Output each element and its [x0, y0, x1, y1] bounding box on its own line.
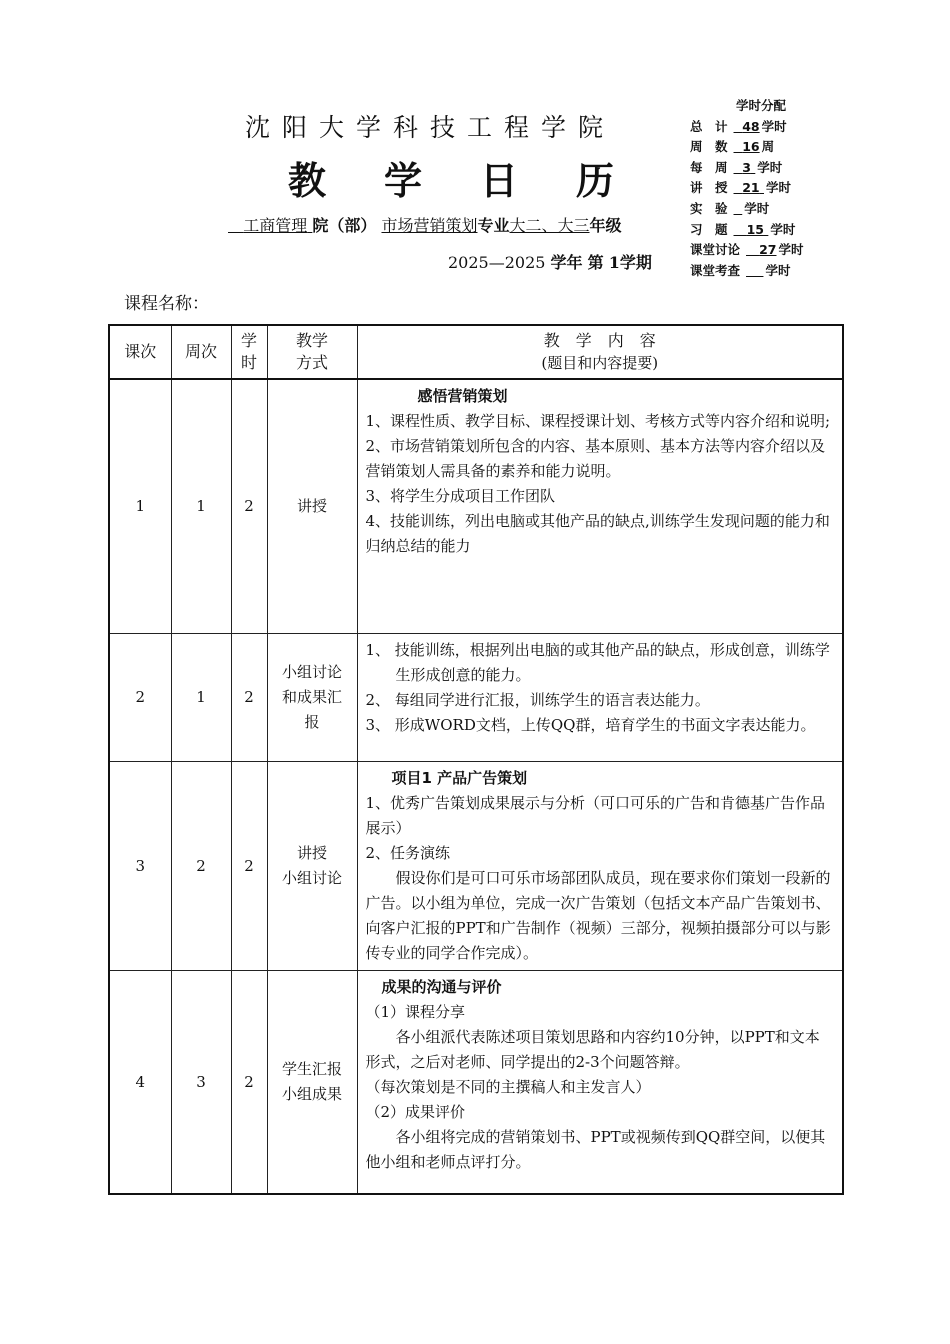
- header-content: 教 学 内 容 (题目和内容提要): [357, 325, 843, 379]
- content-item: 3、将学生分成项目工作团队: [365, 487, 556, 505]
- content-item: 各小组派代表陈述项目策划思路和内容约10分钟，以PPT和文本形式，之后对老师、同学提出的2-3个问题答辩。: [365, 1027, 820, 1071]
- content-item: （1）课程分享: [365, 1002, 466, 1021]
- term-value: 1: [608, 253, 620, 272]
- major-label: 专业: [477, 216, 510, 235]
- allocation-row: 习 题 15 学时: [690, 221, 796, 237]
- allocation-row: 讲 授 21 学时: [690, 180, 792, 196]
- lesson-cell: 2: [109, 633, 171, 761]
- major-value: 市场营销策划: [381, 216, 478, 235]
- header-lesson: 课次: [109, 325, 171, 379]
- teaching-calendar-table: [108, 324, 844, 1195]
- grade-value: 大二、大三: [509, 216, 590, 235]
- allocation-row: 总 计 48 学时: [690, 118, 787, 134]
- content-title: 项目1 产品广告策划: [391, 768, 528, 787]
- academic-year-line: [448, 250, 652, 273]
- allocation-row: 每 周 3 学时: [690, 159, 783, 175]
- content-cell: [357, 970, 843, 1194]
- week-cell: 3: [171, 970, 231, 1194]
- content-item: （每次策划是不同的主撰稿人和主发言人）: [365, 1077, 651, 1096]
- method-cell: 学生汇报 小组成果: [267, 970, 357, 1194]
- content-cell: [357, 379, 843, 633]
- hour-allocation: [690, 96, 804, 281]
- hours-cell: 2: [231, 633, 267, 761]
- content-item: 3、 形成WORD文档，上传QQ群，培育学生的书面文字表达能力。: [365, 715, 816, 734]
- week-cell: 1: [171, 633, 231, 761]
- year-label: 学年: [550, 253, 583, 272]
- course-name-label: 课程名称：: [124, 294, 209, 314]
- content-cell: [357, 761, 843, 970]
- allocation-title: 学时分配: [736, 98, 787, 113]
- table-header-row: [109, 325, 843, 379]
- department-label: 院（部）: [312, 216, 377, 235]
- term-suffix: 学期: [619, 253, 652, 272]
- week-cell: 2: [171, 761, 231, 970]
- content-item: 4、技能训练，列出电脑或其他产品的缺点,训练学生发现问题的能力和归纳总结的能力: [365, 512, 830, 555]
- header-week: 周次: [171, 325, 231, 379]
- method-cell: 讲授: [267, 379, 357, 633]
- allocation-row: 课堂讨论 27 学时: [690, 242, 804, 258]
- content-item: 1、 技能训练，根据列出电脑的或其他产品的缺点，形成创意，训练学生形成创意的能力。: [365, 640, 830, 684]
- department-line: [228, 213, 622, 236]
- lesson-cell: 4: [109, 970, 171, 1194]
- method-cell: 讲授 小组讨论: [267, 761, 357, 970]
- department-value: 工商管理: [243, 216, 308, 235]
- term-label: 第: [587, 253, 604, 272]
- week-cell: 1: [171, 379, 231, 633]
- page-title: 教学日历: [288, 159, 673, 203]
- content-title: 感悟营销策划: [417, 387, 508, 405]
- lesson-cell: 1: [109, 379, 171, 633]
- lesson-cell: 3: [109, 761, 171, 970]
- table-row: [109, 761, 843, 970]
- header-hours: 学 时: [231, 325, 267, 379]
- hours-cell: 2: [231, 970, 267, 1194]
- year-value: 2025—2025: [448, 253, 546, 272]
- allocation-row: 实 验 学时: [690, 200, 770, 216]
- allocation-row: 课堂考查 学时: [690, 262, 791, 278]
- hours-cell: 2: [231, 379, 267, 633]
- method-cell: 小组讨论 和成果汇 报: [267, 633, 357, 761]
- hours-cell: 2: [231, 761, 267, 970]
- content-item: 2、市场营销策划所包含的内容、基本原则、基本方法等内容介绍以及营销策划人需具备的素养和能力说明。: [365, 437, 826, 480]
- university-name: 沈阳大学科技工程学院: [244, 113, 615, 142]
- content-item: 各小组将完成的营销策划书、PPT或视频传到QQ群空间，以便其他小组和老师点评打分。: [365, 1127, 826, 1171]
- content-item: 1、优秀广告策划成果展示与分析（可口可乐的广告和肯德基广告作品展示）: [365, 793, 826, 837]
- content-item: 2、任务演练: [365, 843, 451, 862]
- table-row: [109, 379, 843, 633]
- content-item: 2、 每组同学进行汇报，训练学生的语言表达能力。: [365, 690, 710, 709]
- grade-label: 年级: [589, 216, 622, 235]
- content-item: 假设你们是可口可乐市场部团队成员，现在要求你们策划一段新的广告。以小组为单位，完成一次广告策划（包括文本产品广告策划书、向客户汇报的PPT和广告制作（视频）三部分，视频拍摄部分可以与影传专业的同学合作完成）。: [365, 868, 831, 962]
- content-cell: [357, 633, 843, 761]
- allocation-row: 周 数 16 周: [690, 139, 775, 155]
- header-method: 教学 方式: [267, 325, 357, 379]
- table-row: [109, 970, 843, 1194]
- table-row: [109, 633, 843, 761]
- content-item: 1、课程性质、教学目标、课程授课计划、考核方式等内容介绍和说明;: [365, 412, 831, 430]
- content-item: （2）成果评价: [365, 1102, 466, 1121]
- content-title: 成果的沟通与评价: [381, 977, 502, 996]
